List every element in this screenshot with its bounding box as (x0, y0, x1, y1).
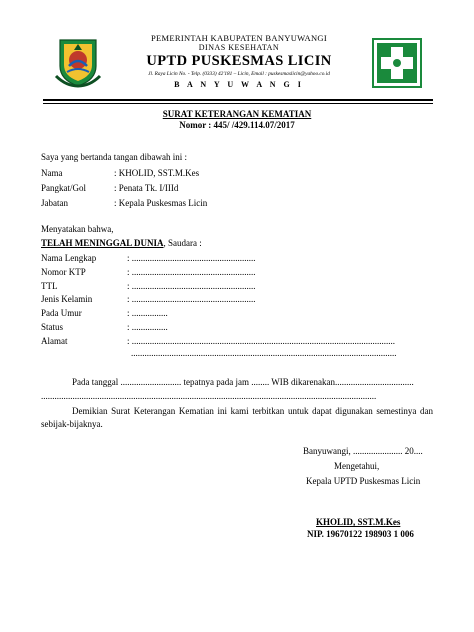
cause-dots-line: ..................................................................................................................................................... (41, 391, 377, 401)
deceased-heading-suffix: , Saudara : (163, 238, 202, 248)
government-line: PEMERINTAH KABUPATEN BANYUWANGI (151, 33, 327, 43)
organization-name: UPTD PUSKESMAS LICIN (146, 53, 332, 69)
field-value: : ..................................................................................................................... (127, 336, 396, 346)
field-label: Jenis Kelamin (41, 294, 93, 304)
acknowledged-label: Mengetahui, (334, 461, 380, 471)
death-date-line: Pada tanggal ........................... tepatnya pada jam ........ WIB dikarenakan................................... (72, 377, 414, 387)
regency-crest-icon (52, 36, 104, 88)
field-value: : ................ (127, 308, 168, 318)
deceased-heading-line (41, 238, 202, 249)
field-label: Pada Umur (41, 308, 82, 318)
green-cross-icon (372, 38, 422, 88)
organization-address: Jl. Raya Licin No. - Telp. (0333) 42'181 – Licin, Email : puskesmaslicin@yahoo.co.id (148, 71, 330, 77)
field-value: : ....................................................... (127, 267, 256, 277)
declaration-text: Menyatakan bahwa, (41, 224, 114, 234)
city-name: B A N Y U W A N G I (174, 80, 304, 89)
department-line: DINAS KESEHATAN (198, 43, 280, 52)
letter-number: Nomor : 445/ /429.114.07/2017 (179, 120, 295, 130)
field-value: : Kepala Puskesmas Licin (114, 198, 208, 208)
field-value: : KHOLID, SST.M.Kes (114, 168, 200, 178)
deceased-heading: TELAH MENINGGAL DUNIA (41, 238, 164, 248)
field-value: : ....................................................... (127, 281, 256, 291)
field-value: : ....................................................... (127, 253, 256, 263)
letter-title-block (0, 109, 474, 131)
field-label: Pangkat/Gol (41, 183, 86, 193)
field-label: Status (41, 322, 64, 332)
field-value: : ....................................................... (127, 294, 256, 304)
field-label: Nomor KTP (41, 267, 86, 277)
field-value: : ................ (127, 322, 168, 332)
field-label: Nama Lengkap (41, 253, 97, 263)
intro-text: Saya yang bertanda tangan dibawah ini : (41, 152, 187, 162)
signer-position: Kepala UPTD Puskesmas Licin (306, 476, 421, 486)
letterhead (108, 33, 370, 90)
field-label: TTL (41, 281, 58, 291)
letterhead-divider-thin (43, 103, 433, 104)
signer-name: KHOLID, SST.M.Kes (316, 517, 401, 527)
field-label: Nama (41, 168, 63, 178)
signer-nip: NIP. 19670122 198903 1 006 (307, 529, 414, 539)
field-label: Alamat (41, 336, 68, 346)
letterhead-divider (43, 99, 433, 101)
field-label: Jabatan (41, 198, 68, 208)
closing-paragraph: Demikian Surat Keterangan Kematian ini kami terbitkan untuk dapat digunakan semestinya dan sebijak-bijaknya. (41, 406, 433, 429)
address-continuation: ...................................................................................................................... (131, 348, 397, 358)
place-date: Banyuwangi, ...................... 20.... (303, 446, 423, 456)
letter-title: SURAT KETERANGAN KEMATIAN (162, 109, 312, 119)
field-value: : Penata Tk. I/IIId (114, 183, 179, 193)
